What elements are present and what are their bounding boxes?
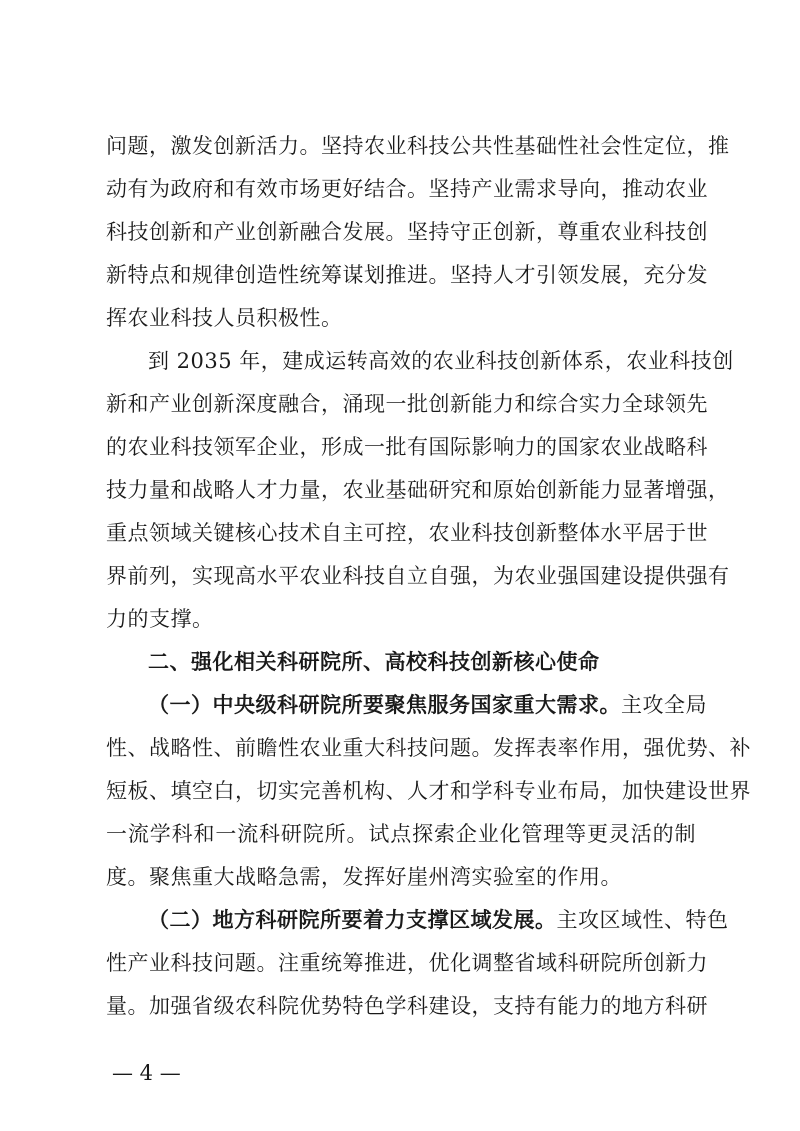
- paragraph-line: 重点领域关键核心技术自主可控，农业科技创新整体水平居于世: [106, 521, 708, 545]
- paragraph-line: 短板、填空白，切实完善机构、人才和学科专业布局，加快建设世界: [106, 779, 751, 803]
- paragraph-line: 技力量和战略人才力量，农业基础研究和原始创新能力显著增强，: [106, 478, 730, 502]
- paragraph-line: 挥农业科技人员积极性。: [106, 306, 343, 330]
- page-number: — 4 —: [112, 1061, 181, 1085]
- paragraph-line: 到 2035 年，建成运转高效的农业科技创新体系，农业科技创: [148, 349, 734, 373]
- paragraph-line: 性产业科技问题。注重统筹推进，优化调整省域科研院所创新力: [106, 951, 708, 975]
- paragraph-line: 新和产业创新深度融合，涌现一批创新能力和综合实力全球领先: [106, 392, 708, 416]
- subsection-line: [148, 685, 707, 725]
- paragraph-line: 的农业科技领军企业，形成一批有国际影响力的国家农业战略科: [106, 435, 708, 459]
- paragraph-line: 度。聚焦重大战略急需，发挥好崖州湾实验室的作用。: [106, 865, 622, 889]
- paragraph-line: 性、战略性、前瞻性农业重大科技问题。发挥表率作用，强优势、补: [106, 736, 751, 760]
- subsection-lead: （二）地方科研院所要着力支撑区域发展。: [148, 908, 557, 932]
- subsection-text: 主攻区域性、特色: [556, 908, 729, 932]
- paragraph-line: 一流学科和一流科研院所。试点探索企业化管理等更灵活的制: [106, 822, 696, 846]
- paragraph-line: 问题，激发创新活力。坚持农业科技公共性基础性社会性定位，推: [106, 134, 730, 158]
- paragraph-line: 界前列，实现高水平农业科技自立自强，为农业强国建设提供强有: [106, 564, 730, 588]
- subsection-line: [148, 900, 729, 940]
- paragraph-line: 力的支撑。: [106, 607, 214, 631]
- subsection-text: 主攻全局: [621, 693, 707, 717]
- section-heading: 二、强化相关科研院所、高校科技创新核心使命: [148, 650, 600, 674]
- paragraph-line: 量。加强省级农科院优势特色学科建设，支持有能力的地方科研: [106, 994, 708, 1018]
- paragraph-line: 新特点和规律创造性统筹谋划推进。坚持人才引领发展，充分发: [106, 263, 708, 287]
- paragraph-line: 科技创新和产业创新融合发展。坚持守正创新，尊重农业科技创: [106, 220, 708, 244]
- paragraph-line: 动有为政府和有效市场更好结合。坚持产业需求导向，推动农业: [106, 177, 708, 201]
- subsection-lead: （一）中央级科研院所要聚焦服务国家重大需求。: [148, 693, 621, 717]
